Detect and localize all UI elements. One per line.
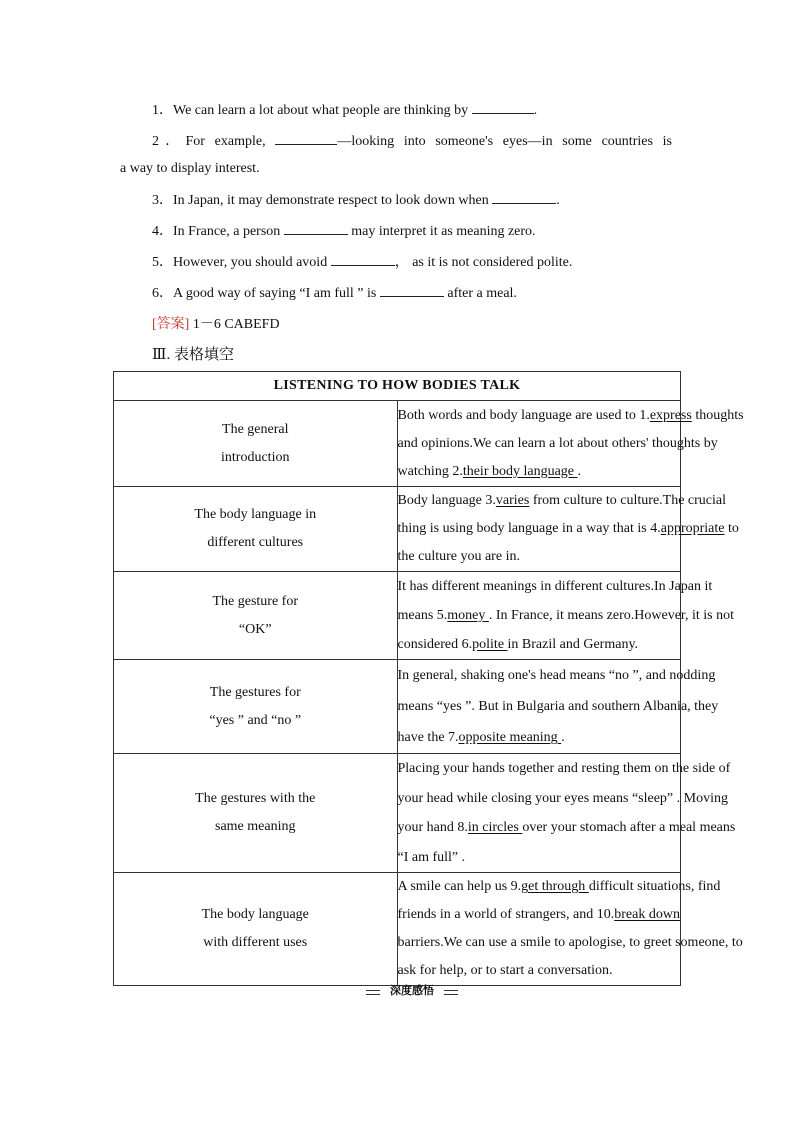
row-content-line (398, 722, 681, 753)
row-topic-line: “yes ” and “no ” (209, 712, 302, 728)
row-topic-line: different cultures (207, 535, 304, 550)
content-text: have the 7. (397, 730, 459, 745)
filled-answer: get through (521, 879, 589, 894)
table-row (114, 873, 681, 986)
answer-blank-1[interactable] (472, 99, 534, 114)
content-text: means “yes ”. But in Bulgaria and southern Albania, they (397, 699, 719, 714)
row-content-line (397, 813, 736, 843)
content-text: thing is using body language in a way that is 4. (397, 521, 661, 536)
row-topic-line: with different uses (203, 935, 308, 950)
content-text: watching 2. (397, 463, 463, 479)
answer-blank-4[interactable] (284, 220, 348, 235)
content-text: difficult situations, find (588, 879, 721, 894)
footer-left-bar (366, 990, 380, 995)
table-title-row (114, 372, 681, 401)
table-row (114, 754, 681, 873)
table-row (114, 660, 681, 754)
filled-answer: express (649, 407, 692, 423)
row-topic-cell (114, 401, 398, 487)
filled-answer: break down (614, 907, 680, 922)
row-content-line (397, 487, 727, 515)
table-row (114, 401, 681, 487)
question-4-text: 4．In France, a person (152, 224, 284, 239)
answer-text: 1－6 CABEFD (189, 317, 280, 332)
filled-answer: in circles (467, 820, 523, 835)
content-text: your hand 8. (397, 820, 468, 835)
row-content-line (397, 402, 744, 430)
question-4-end: may interpret it as meaning zero. (347, 224, 536, 239)
content-text: thoughts (691, 407, 744, 423)
question-4 (152, 220, 536, 241)
content-text: “I am full” . (397, 849, 466, 865)
question-2-end: —looking into someone's eyes—in some countries is (337, 134, 672, 149)
filled-answer: money (447, 608, 489, 623)
row-content-line (398, 543, 681, 571)
row-content-line (398, 843, 681, 873)
content-text: . In France, it means zero.However, it is not (488, 608, 735, 623)
row-content-cell (397, 873, 743, 986)
table-body (114, 401, 744, 986)
answer-blank-3[interactable] (492, 189, 556, 204)
filled-answer: opposite meaning (458, 730, 562, 745)
summary-table (113, 371, 744, 986)
question-6-text: 6．A good way of saying “I am full ” is (152, 286, 380, 301)
filled-answer: their body language (462, 463, 578, 479)
content-text: friends in a world of strangers, and 10. (397, 907, 615, 922)
row-content-line (397, 572, 713, 601)
question-5-text: 5．However, you should avoid (152, 255, 331, 270)
row-topic-cell (114, 572, 398, 660)
question-3-end: . (556, 193, 560, 208)
table-row (114, 572, 681, 660)
answer-blank-6[interactable] (380, 282, 444, 297)
question-2-text: 2．For example, (152, 134, 276, 149)
row-topic-line: The gesture for (212, 593, 299, 609)
row-content-line (398, 957, 681, 985)
question-6-end: after a meal. (443, 286, 517, 301)
table-title: LISTENING TO HOW BODIES TALK (114, 372, 681, 401)
row-topic-line: same meaning (215, 819, 296, 834)
table-row (114, 487, 681, 572)
content-text: In general, shaking one's head means “no ”, and nodding (397, 668, 716, 683)
row-content-cell (397, 401, 744, 487)
footer-label-text: 深度感悟 (390, 984, 434, 997)
content-text: to (724, 521, 739, 536)
row-topic-cell (114, 487, 398, 572)
question-6 (152, 282, 517, 303)
row-content-line (397, 873, 721, 901)
row-topic-cell (114, 660, 398, 754)
row-topic-line: introduction (221, 449, 290, 465)
row-content-line (397, 515, 739, 543)
row-content-line (397, 660, 716, 691)
content-text: Both words and body language are used to 1. (397, 407, 650, 423)
answer-key (152, 313, 280, 333)
content-text: Body language 3. (397, 493, 496, 508)
question-2-continued: a way to display interest. (120, 161, 260, 176)
content-text: in Brazil and Germany. (507, 637, 639, 652)
answer-blank-5[interactable] (331, 251, 395, 266)
question-3 (152, 189, 560, 210)
question-1-text: 1．We can learn a lot about what people are thinking by (152, 103, 472, 118)
content-text: your head while closing your eyes means “sleep” . Moving (397, 790, 728, 806)
filled-answer: varies (495, 493, 530, 508)
row-topic-line: The body language in (194, 507, 317, 522)
question-5-end: ， as it is not considered polite. (394, 255, 573, 270)
content-text: . (577, 463, 582, 479)
answer-blank-2[interactable] (275, 130, 337, 145)
row-content-line (398, 458, 681, 486)
content-text: ask for help, or to start a conversation. (397, 963, 613, 978)
row-content-line (397, 784, 728, 814)
content-text: over your stomach after a meal means (522, 820, 736, 835)
content-text: A smile can help us 9. (397, 879, 522, 894)
row-content-line (398, 630, 681, 659)
question-5 (152, 251, 572, 272)
content-text: considered 6. (397, 637, 473, 652)
row-topic-cell (114, 873, 398, 986)
question-1 (152, 99, 537, 120)
answer-tag: [答案] (152, 317, 190, 332)
row-content-line (397, 430, 718, 458)
content-text: . (561, 730, 565, 745)
footer-right-bar (444, 990, 458, 995)
row-content-line (397, 929, 743, 957)
row-topic-cell (114, 754, 398, 873)
content-text: the culture you are in. (397, 549, 520, 564)
row-content-line (398, 901, 681, 929)
content-text: It has different meanings in different cultures.In Japan it (397, 579, 713, 594)
filled-answer: appropriate (660, 521, 725, 536)
content-text: from culture to culture.The crucial (529, 493, 727, 508)
filled-answer: polite (472, 637, 508, 652)
row-content-line (397, 691, 719, 722)
section-heading: Ⅲ. 表格填空 (152, 347, 234, 363)
content-text: Placing your hands together and resting them on the side of (397, 761, 731, 776)
row-topic-line: “OK” (238, 621, 272, 637)
row-content-cell (397, 572, 735, 660)
footer-section-label (366, 984, 458, 998)
row-topic-line: The gestures with the (195, 791, 316, 806)
row-content-cell (397, 754, 736, 873)
content-text: means 5. (397, 608, 448, 623)
row-content-line (397, 601, 735, 630)
question-1-end: . (533, 103, 538, 118)
row-content-cell (397, 487, 739, 572)
row-content-cell (397, 660, 719, 754)
row-topic-line: The gestures for (209, 684, 301, 700)
row-topic-line: The body language (201, 907, 309, 922)
question-3-text: 3．In Japan, it may demonstrate respect to look down when (152, 193, 493, 208)
content-text: barriers.We can use a smile to apologise, to greet someone, to (397, 935, 743, 950)
row-content-line (397, 754, 731, 784)
row-topic-line: The general (222, 421, 289, 437)
content-text: and opinions.We can learn a lot about others' thoughts by (397, 435, 718, 451)
question-2 (152, 130, 672, 150)
